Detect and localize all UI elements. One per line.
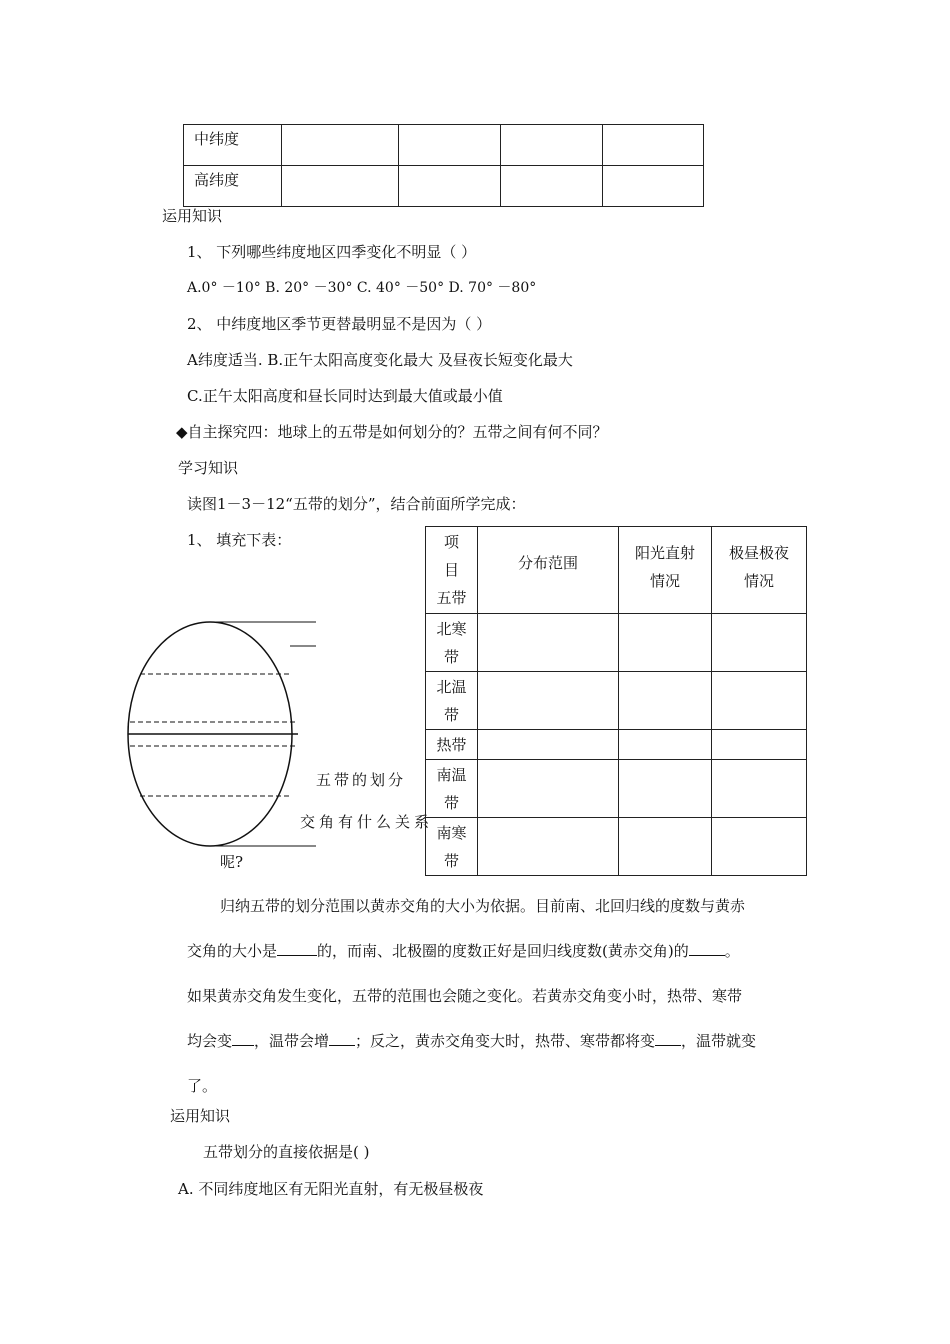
table-row bbox=[426, 614, 807, 672]
fill-blank[interactable] bbox=[655, 1031, 681, 1046]
table-cell[interactable] bbox=[603, 166, 704, 207]
table-cell[interactable] bbox=[282, 166, 399, 207]
table-cell[interactable] bbox=[399, 125, 501, 166]
table-cell[interactable] bbox=[399, 166, 501, 207]
fill-blank[interactable] bbox=[329, 1031, 355, 1046]
fill-table-label: 1、 填充下表： bbox=[187, 531, 292, 549]
latitude-table bbox=[183, 124, 704, 207]
zone-label-south-frigid: 南寒 带 bbox=[426, 818, 478, 876]
table-cell[interactable] bbox=[619, 614, 712, 672]
table-cell[interactable] bbox=[712, 730, 807, 760]
summary-line: 交角的大小是 的，而南、北极圈的度数正好是回归线度数(黄赤交角)的 。 bbox=[187, 942, 740, 960]
summary-paragraph bbox=[187, 884, 812, 1109]
summary-line: 均会变 ，温带会增 ；反之，黄赤交角变大时，热带、寒带都将变 ，温带就变 bbox=[187, 1032, 757, 1050]
table-row bbox=[426, 760, 807, 818]
table-cell[interactable] bbox=[282, 125, 399, 166]
question-1-options: A.0° －10° B. 20° －30° C. 40° －50° D. 70° －80° bbox=[187, 280, 537, 296]
table-cell[interactable] bbox=[603, 125, 704, 166]
table-cell[interactable] bbox=[619, 672, 712, 730]
header-direct-sunlight: 阳光直射 情况 bbox=[619, 527, 712, 614]
summary-line: 归纳五带的划分范围以黄赤交角的大小为依据。目前南、北回归线的度数与黄赤 bbox=[220, 897, 746, 915]
question: 五带划分的直接依据是( ) bbox=[203, 1143, 370, 1161]
five-zones-diagram bbox=[120, 612, 420, 872]
option-a: A. 不同纬度地区有无阳光直射，有无极昼极夜 bbox=[178, 1180, 484, 1198]
table-row bbox=[184, 166, 704, 207]
table-cell[interactable] bbox=[619, 760, 712, 818]
zone-label-north-temperate: 北温 带 bbox=[426, 672, 478, 730]
section-heading: 运用知识 bbox=[170, 1107, 231, 1125]
diagram-question-part2: 交角有什么关系 bbox=[300, 813, 434, 831]
table-cell[interactable] bbox=[712, 818, 807, 876]
table-cell[interactable] bbox=[478, 672, 619, 730]
diagram-question-part1: 五带的划分 bbox=[316, 771, 407, 789]
table-header-row bbox=[426, 527, 807, 614]
section-heading: 运用知识 bbox=[162, 207, 223, 225]
fill-blank[interactable] bbox=[277, 941, 317, 956]
zone-label-tropical: 热带 bbox=[426, 730, 478, 760]
table-cell[interactable] bbox=[478, 818, 619, 876]
question-2-option-c: C.正午太阳高度和昼长同时达到最大值或最小值 bbox=[187, 387, 503, 405]
header-distribution-range: 分布范围 bbox=[478, 527, 619, 614]
header-polar-day-night: 极昼极夜 情况 bbox=[712, 527, 807, 614]
table-cell[interactable] bbox=[712, 614, 807, 672]
zone-label-south-temperate: 南温 带 bbox=[426, 760, 478, 818]
table-cell[interactable] bbox=[478, 730, 619, 760]
row-label: 中纬度 bbox=[184, 125, 282, 166]
fill-blank[interactable] bbox=[689, 941, 725, 956]
table-cell[interactable] bbox=[501, 125, 603, 166]
table-cell[interactable] bbox=[619, 818, 712, 876]
diagram-question-part3: 呢? bbox=[220, 853, 244, 871]
question-2: 2、 中纬度地区季节更替最明显不是因为（ ） bbox=[187, 315, 492, 333]
inquiry-title: ◆自主探究四：地球上的五带是如何划分的？五带之间有何不同？ bbox=[176, 423, 608, 441]
table-row bbox=[426, 818, 807, 876]
learn-heading: 学习知识 bbox=[178, 459, 239, 477]
table-row bbox=[184, 125, 704, 166]
table-cell[interactable] bbox=[712, 760, 807, 818]
read-instruction: 读图1－3－12“五带的划分”，结合前面所学完成： bbox=[187, 495, 526, 513]
zone-label-north-frigid: 北寒 带 bbox=[426, 614, 478, 672]
question-2-option-ab: A纬度适当. B.正午太阳高度变化最大 及昼夜长短变化最大 bbox=[187, 351, 573, 369]
row-label: 高纬度 bbox=[184, 166, 282, 207]
question-1: 1、 下列哪些纬度地区四季变化不明显（ ） bbox=[187, 243, 477, 261]
table-row bbox=[426, 672, 807, 730]
corner-header: 项 目 五带 bbox=[426, 527, 478, 614]
table-cell[interactable] bbox=[478, 760, 619, 818]
table-cell[interactable] bbox=[619, 730, 712, 760]
summary-line: 了。 bbox=[187, 1077, 218, 1095]
table-cell[interactable] bbox=[501, 166, 603, 207]
table-row bbox=[426, 730, 807, 760]
five-zones-table bbox=[425, 526, 807, 876]
summary-line: 如果黄赤交角发生变化，五带的范围也会随之变化。若黄赤交角变小时，热带、寒带 bbox=[187, 987, 743, 1005]
table-cell[interactable] bbox=[712, 672, 807, 730]
fill-blank[interactable] bbox=[232, 1031, 254, 1046]
table-cell[interactable] bbox=[478, 614, 619, 672]
